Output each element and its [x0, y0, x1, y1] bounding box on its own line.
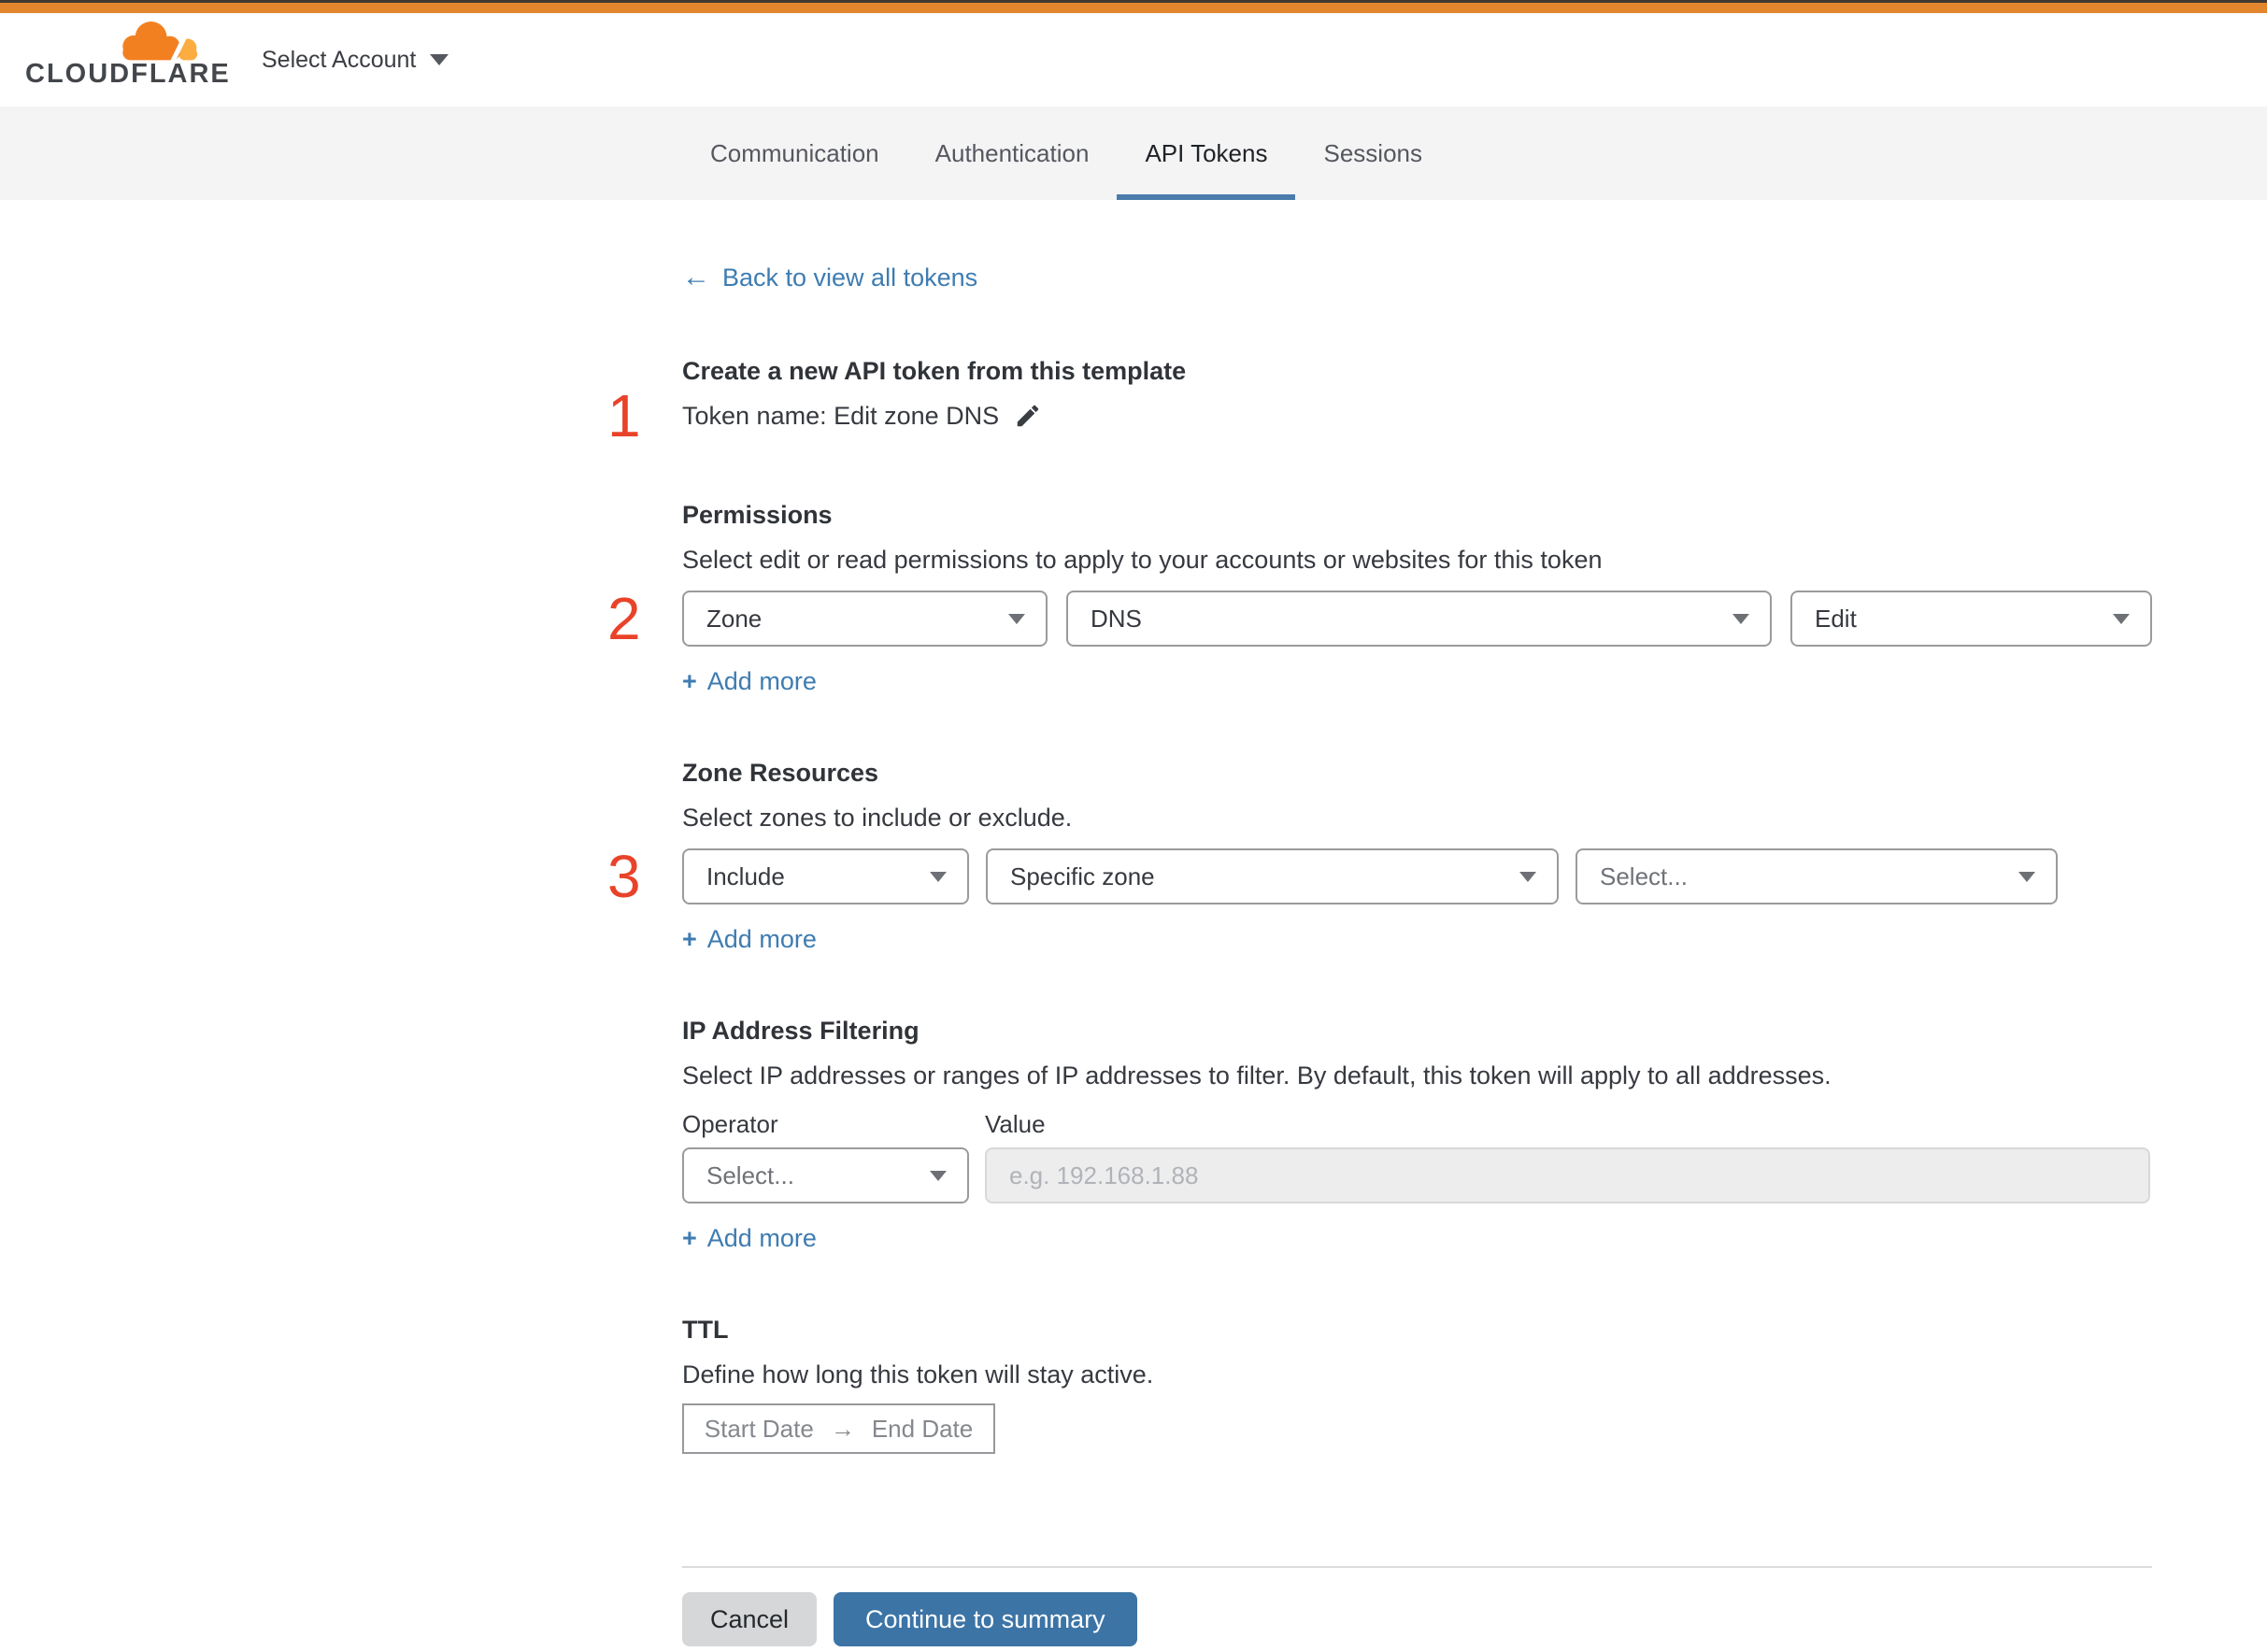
permissions-title: Permissions: [682, 501, 833, 529]
chevron-down-icon: [430, 54, 449, 65]
ip-filtering-description: Select IP addresses or ranges of IP addresses to filter. By default, this token will apply to all addresses.: [682, 1061, 1832, 1089]
zone-resources-row: [682, 848, 2152, 904]
permission-access-select[interactable]: [1790, 591, 2152, 647]
step-number-2: 2: [607, 585, 641, 652]
permissions-add-more-link[interactable]: [682, 663, 817, 699]
ip-filtering-labels: [682, 1108, 2152, 1140]
permission-service-select[interactable]: [1066, 591, 1772, 647]
zone-picker-select[interactable]: [1575, 848, 2058, 904]
token-name-text: Token name: Edit zone DNS: [682, 402, 1000, 430]
permissions-row: [682, 591, 2152, 647]
chevron-down-icon: [930, 1171, 947, 1181]
permission-scope-select[interactable]: [682, 591, 1048, 647]
pencil-icon: [1014, 402, 1042, 430]
footer-divider: [682, 1566, 2152, 1568]
zone-type-select[interactable]: [986, 848, 1559, 904]
cloudflare-cloud-icon: [113, 19, 203, 62]
zone-resources-title: Zone Resources: [682, 759, 879, 787]
edit-token-name-button[interactable]: [1014, 402, 1042, 430]
profile-tabbar: [0, 107, 2267, 200]
logo-wordmark: CLOUDFLARE: [25, 59, 231, 89]
permissions-description: Select edit or read permissions to apply to your accounts or websites for this token: [682, 546, 1603, 574]
tab-sessions[interactable]: Sessions: [1323, 139, 1422, 167]
ip-filtering-row: [682, 1147, 2152, 1203]
zone-mode-select[interactable]: [682, 848, 969, 904]
permission-access-value: Edit: [1815, 604, 1857, 633]
arrow-right-icon: →: [830, 1414, 855, 1443]
ip-filtering-title: IP Address Filtering: [682, 1017, 920, 1045]
zone-resources-add-more-link[interactable]: [682, 921, 817, 957]
add-more-label: Add more: [706, 1224, 817, 1252]
step-number-3: 3: [607, 843, 641, 910]
form-actions: [682, 1592, 2152, 1646]
back-to-tokens-link[interactable]: [682, 260, 977, 295]
token-template-form: [0, 200, 2267, 1646]
create-token-title: Create a new API token from this template: [682, 357, 1187, 385]
start-date-placeholder: Start Date: [704, 1414, 814, 1443]
add-more-label: Add more: [706, 925, 817, 953]
tab-communication[interactable]: Communication: [710, 139, 879, 167]
ip-operator-select[interactable]: [682, 1147, 969, 1203]
app-header: [0, 13, 2267, 107]
permission-service-value: DNS: [1091, 604, 1142, 633]
zone-mode-value: Include: [706, 862, 785, 890]
ttl-date-range-picker[interactable]: [682, 1403, 995, 1454]
back-link-label: Back to view all tokens: [722, 263, 978, 292]
tab-authentication[interactable]: Authentication: [934, 139, 1090, 167]
account-selector-label: Select Account: [262, 46, 417, 73]
zone-type-value: Specific zone: [1010, 862, 1155, 890]
tab-api-tokens[interactable]: API Tokens: [1117, 107, 1295, 200]
permission-scope-value: Zone: [706, 604, 763, 633]
step-number-1: 1: [607, 382, 641, 449]
plus-icon: +: [682, 667, 697, 695]
ip-filtering-add-more-link[interactable]: [682, 1220, 817, 1256]
chevron-down-icon: [2018, 872, 2035, 882]
value-label: Value: [985, 1110, 1046, 1138]
ip-value-input[interactable]: [985, 1147, 2150, 1203]
chevron-down-icon: [930, 872, 947, 882]
cancel-button[interactable]: Cancel: [682, 1592, 817, 1646]
ip-operator-placeholder: Select...: [706, 1161, 794, 1189]
chevron-down-icon: [1519, 872, 1536, 882]
continue-to-summary-button[interactable]: Continue to summary: [834, 1592, 1137, 1646]
zone-picker-placeholder: Select...: [1600, 862, 1688, 890]
account-selector[interactable]: [262, 13, 449, 107]
plus-icon: +: [682, 925, 697, 953]
brand-accent-bar: [0, 3, 2267, 13]
chevron-down-icon: [1732, 614, 1749, 624]
cloudflare-logo[interactable]: [25, 19, 231, 89]
add-more-label: Add more: [706, 667, 817, 695]
chevron-down-icon: [2113, 614, 2130, 624]
back-arrow-icon: ←: [682, 262, 710, 292]
plus-icon: +: [682, 1224, 697, 1252]
ttl-title: TTL: [682, 1316, 729, 1344]
ttl-description: Define how long this token will stay active.: [682, 1360, 1154, 1389]
operator-label: Operator: [682, 1110, 778, 1138]
zone-resources-description: Select zones to include or exclude.: [682, 804, 1073, 832]
chevron-down-icon: [1008, 614, 1025, 624]
end-date-placeholder: End Date: [871, 1414, 974, 1443]
